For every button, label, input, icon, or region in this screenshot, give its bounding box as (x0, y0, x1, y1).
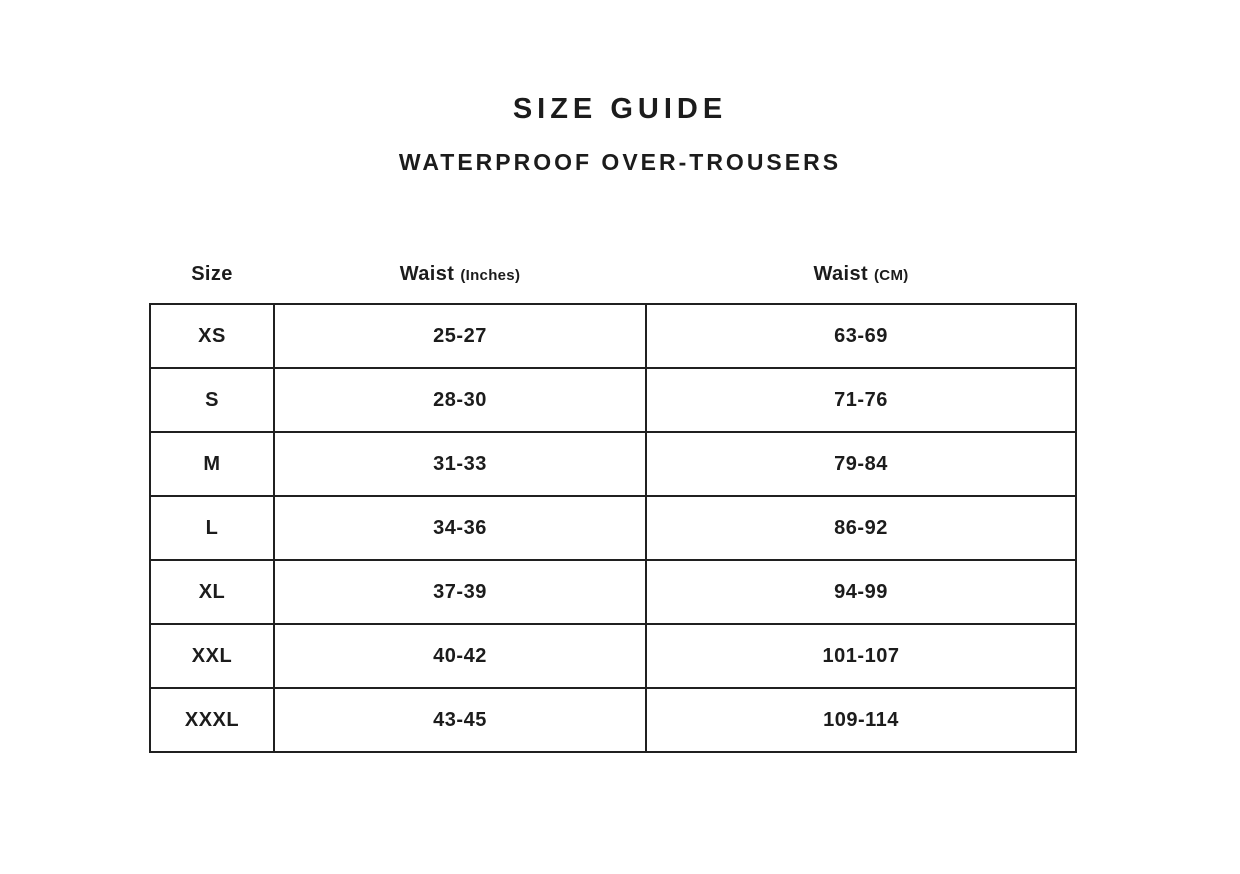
waist-inches-cell: 34-36 (274, 496, 646, 560)
column-header-size (150, 263, 274, 304)
column-header-waist-inches-unit: (Inches) (460, 267, 521, 284)
size-cell: XS (150, 304, 274, 368)
waist-inches-cell: 31-33 (274, 432, 646, 496)
waist-cm-cell: 71-76 (646, 368, 1076, 432)
waist-cm-cell: 86-92 (646, 496, 1076, 560)
column-header-waist-cm-unit: (CM) (874, 267, 909, 284)
table-row (150, 432, 1076, 496)
size-table-body (150, 304, 1076, 752)
size-cell: M (150, 432, 274, 496)
column-header-size-label: Size (191, 263, 233, 285)
table-row (150, 496, 1076, 560)
waist-cm-cell: 63-69 (646, 304, 1076, 368)
column-header-waist-inches (274, 263, 646, 304)
column-header-waist-cm-label: Waist (813, 263, 869, 285)
page-subtitle: WATERPROOF OVER-TROUSERS (398, 149, 842, 175)
size-guide-table (149, 263, 1077, 753)
waist-inches-cell: 43-45 (274, 688, 646, 752)
table-row (150, 560, 1076, 624)
table-row (150, 688, 1076, 752)
header-row (150, 263, 1076, 304)
size-cell: S (150, 368, 274, 432)
waist-inches-cell: 25-27 (274, 304, 646, 368)
waist-inches-cell: 28-30 (274, 368, 646, 432)
size-cell: L (150, 496, 274, 560)
table-row (150, 624, 1076, 688)
size-table-header (150, 263, 1076, 304)
waist-cm-cell: 94-99 (646, 560, 1076, 624)
waist-inches-cell: 40-42 (274, 624, 646, 688)
waist-cm-cell: 101-107 (646, 624, 1076, 688)
column-header-waist-inches-label: Waist (399, 263, 455, 285)
waist-cm-cell: 79-84 (646, 432, 1076, 496)
table-row (150, 368, 1076, 432)
waist-inches-cell: 37-39 (274, 560, 646, 624)
size-cell: XXXL (150, 688, 274, 752)
column-header-waist-cm (646, 263, 1076, 304)
size-cell: XL (150, 560, 274, 624)
table-row (150, 304, 1076, 368)
waist-cm-cell: 109-114 (646, 688, 1076, 752)
page-title: SIZE GUIDE (512, 93, 728, 125)
size-cell: XXL (150, 624, 274, 688)
